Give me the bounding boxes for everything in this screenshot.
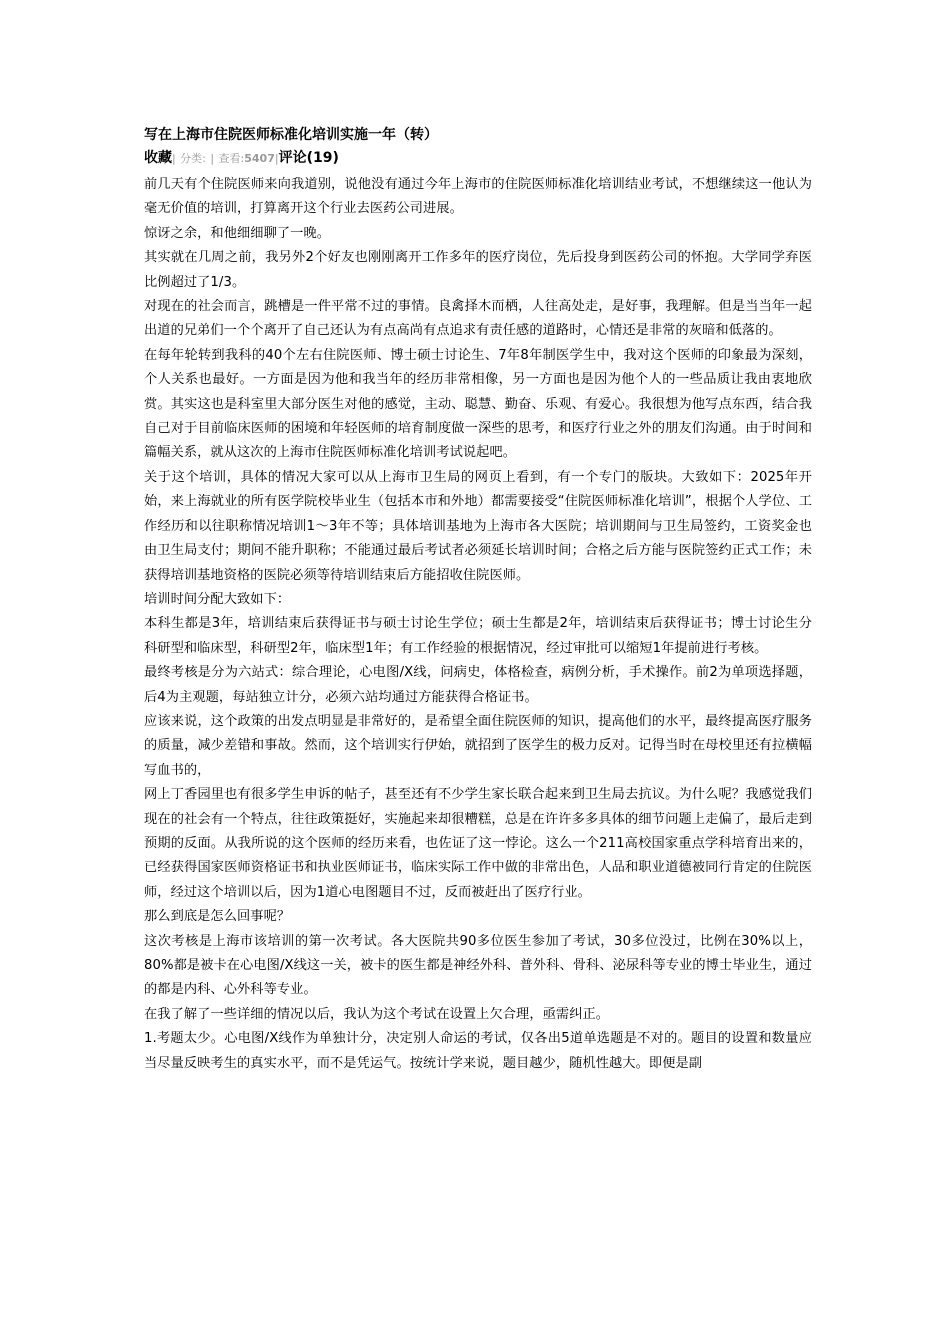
article-meta (144, 146, 812, 171)
meta-separator: | (210, 152, 215, 165)
paragraph: 最终考核是分为六站式：综合理论，心电图/X线，问病史，体格检查，病例分析，手术操作。前2为单项选择题，后4为主观题，每站独立计分，必须六站均通过方能获得合格证书。 (144, 665, 812, 705)
paragraph: 对现在的社会而言，跳槽是一件平常不过的事情。良禽择木而栖，人往高处走，是好事，我理解。但是当当年一起出道的兄弟们一个个离开了自己还认为有点高尚有点追求有责任感的道路时，心情还是非常的灰暗和低落的。 (144, 299, 812, 339)
paragraph: 1.考题太少。心电图/X线作为单独计分，决定别人命运的考试，仅各出5道单选题是不对的。题目的设置和数量应当尽量反映考生的真实水平，而不是凭运气。按统计学来说，题目越少，随机性越大。即便是副 (144, 1031, 812, 1071)
paragraph: 那么到底是怎么回事呢？ (144, 909, 291, 925)
article-title: 写在上海市住院医师标准化培训实施一年（转） (144, 127, 438, 143)
paragraph: 其实就在几周之前，我另外2个好友也刚刚离开工作多年的医疗岗位，先后投身到医药公司的怀抱。大学同学弃医比例超过了1/3。 (144, 250, 812, 290)
favorite-link[interactable]: 收藏 (144, 150, 172, 166)
paragraph: 这次考核是上海市该培训的第一次考试。各大医院共90多位医生参加了考试，30多位没过，比例在30%以上，80%都是被卡在心电图/X线这一关，被卡的医生都是神经外科、普外科、骨科、泌尿科等专业的博士毕业生，通过的都是内科、心外科等专业。 (144, 933, 812, 998)
comments-link[interactable]: 评论(19) (278, 150, 339, 166)
category-label: 分类: (180, 152, 206, 165)
paragraph: 应该来说，这个政策的出发点明显是非常好的，是希望全面住院医师的知识，提高他们的水平，最终提高医疗服务的质量，减少差错和事故。然而，这个培训实行伊始，就招到了医学生的极力反对。记得当时在母校里还有拉横幅写血书的， (144, 713, 812, 778)
paragraph: 在每年轮转到我科的40个左右住院医师、博士硕士讨论生、7年8年制医学生中，我对这个医师的印象最为深刻，个人关系也最好。一方面是因为他和我当年的经历非常相像，另一方面也是因为他个人的一些品质让我由衷地欣赏。其实这也是科室里大部分医生对他的感觉，主动、聪慧、勤奋、乐观、有爱心。我很想为他写点东西，结合我自己对于目前临床医师的困境和年轻医师的培育制度做一深些的思考，和医疗行业之外的朋友们沟通。由于时间和篇幅关系，就从这次的上海市住院医师标准化培训考试说起吧。 (144, 347, 812, 461)
meta-separator: | (172, 152, 176, 165)
paragraph: 前几天有个住院医师来向我道别，说他没有通过今年上海市的住院医师标准化培训结业考试，不想继续这一他认为毫无价值的培训，打算离开这个行业去医药公司进展。 (144, 177, 812, 217)
views-count: 5407 (244, 152, 275, 165)
paragraph: 关于这个培训，具体的情况大家可以从上海市卫生局的网页上看到，有一个专门的版块。大致如下：2025年开始，来上海就业的所有医学院校毕业生（包括本市和外地）都需要接受“住院医师标准化培训”，根据个人学位、工作经历和以往职称情况培训1～3年不等；具体培训基地为上海市各大医院；培训期间与卫生局签约，工资奖金也由卫生局支付；期间不能升职称；不能通过最后考试者必须延长培训时间；合格之后方能与医院签约正式工作；未获得培训基地资格的医院必须等待培训结束后方能招收住院医师。 (144, 469, 812, 583)
views-label: 查看: (218, 152, 245, 165)
paragraph: 本科生都是3年，培训结束后获得证书与硕士讨论生学位；硕士生都是2年，培训结束后获得证书；博士讨论生分科研型和临床型，科研型2年，临床型1年；有工作经验的根据情况，经过审批可以缩短1年提前进行考核。 (144, 616, 812, 656)
paragraph: 惊讶之余，和他细细聊了一晚。 (144, 225, 331, 241)
paragraph: 网上丁香园里也有很多学生申诉的帖子，甚至还有不少学生家长联合起来到卫生局去抗议。为什么呢？我感觉我们现在的社会有一个特点，往往政策挺好，实施起来却很糟糕，总是在许许多多具体的细节问题上走偏了，最后走到预期的反面。从我所说的这个医师的经历来看，也佐证了这一悖论。这么一个211高校国家重点学科培育出来的，已经获得国家医师资格证书和执业医师证书，临床实际工作中做的非常出色，人品和职业道德被同行肯定的住院医师，经过这个培训以后，因为1道心电图题目不过，反而被赶出了医疗行业。 (144, 787, 812, 900)
paragraph: 培训时间分配大致如下： (144, 591, 291, 607)
paragraph: 在我了解了一些详细的情况以后，我认为这个考试在设置上欠合理，亟需纠正。 (144, 1006, 610, 1022)
meta-separator: | (274, 152, 279, 165)
article (144, 124, 812, 1076)
